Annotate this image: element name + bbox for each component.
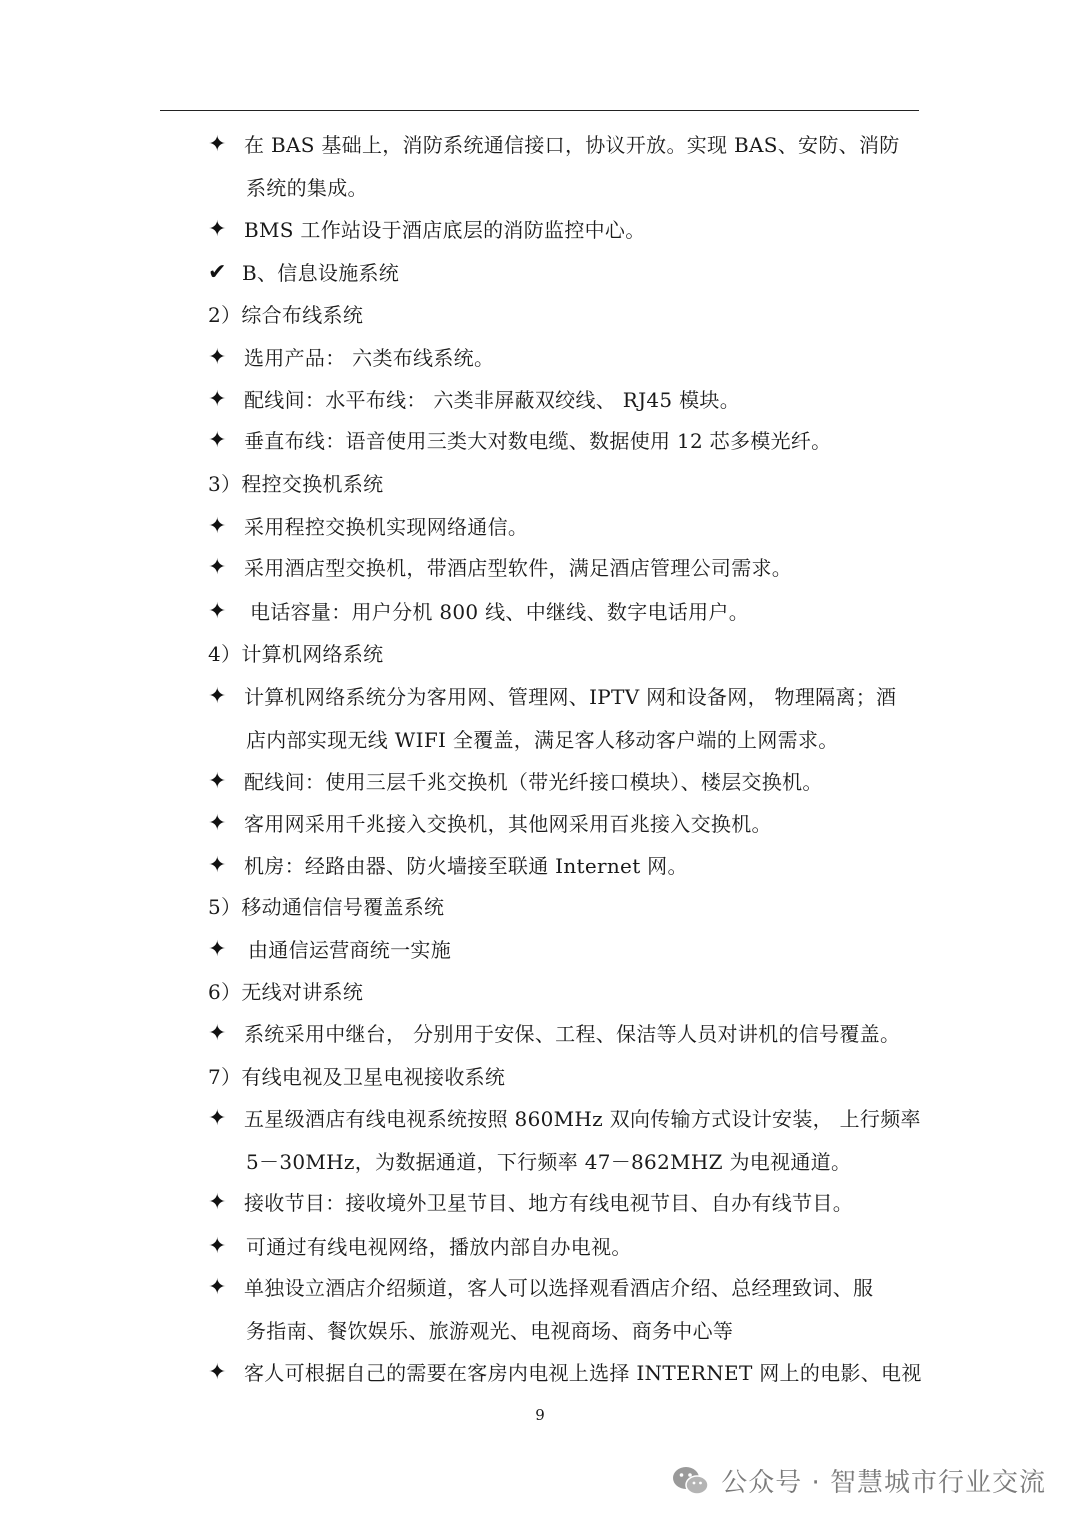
list-item: 在 BAS 基础上，消防系统通信接口，协议开放。实现 BAS、安防、消防 xyxy=(244,133,900,157)
list-item: 配线间：水平布线： 六类非屏蔽双绞线、 RJ45 模块。 xyxy=(244,388,740,412)
wechat-icon xyxy=(671,1464,711,1498)
subsection-heading: 3）程控交换机系统 xyxy=(208,472,384,496)
watermark-text: 公众号 · 智慧城市行业交流 xyxy=(721,1468,1046,1498)
list-item: 垂直布线：语音使用三类大对数电缆、数据使用 12 芯多模光纤。 xyxy=(244,429,832,453)
four-point-star-icon: ✦ xyxy=(208,1106,227,1131)
watermark xyxy=(671,1462,1046,1499)
header-rule xyxy=(160,110,919,111)
four-point-star-icon: ✦ xyxy=(208,132,227,157)
four-point-star-icon: ✦ xyxy=(208,345,227,370)
page-number: 9 xyxy=(535,1406,545,1424)
subsection-heading: 5）移动通信信号覆盖系统 xyxy=(208,895,445,919)
list-item: 系统采用中继台， 分别用于安保、工程、保洁等人员对讲机的信号覆盖。 xyxy=(244,1022,901,1046)
four-point-star-icon: ✦ xyxy=(208,769,227,794)
section-heading: B、信息设施系统 xyxy=(242,261,400,285)
list-item: 选用产品： 六类布线系统。 xyxy=(244,346,495,370)
four-point-star-icon: ✦ xyxy=(208,1360,227,1385)
four-point-star-icon: ✦ xyxy=(208,853,227,878)
list-item: 由通信运营商统一实施 xyxy=(248,938,451,962)
list-item-continued: 5－30MHz，为数据通道，下行频率 47－862MHZ 为电视通道。 xyxy=(246,1150,852,1174)
four-point-star-icon: ✦ xyxy=(208,937,227,962)
four-point-star-icon: ✦ xyxy=(208,514,227,539)
list-item-continued: 系统的集成。 xyxy=(246,176,368,200)
list-item: 计算机网络系统分为客用网、管理网、IPTV 网和设备网， 物理隔离；酒 xyxy=(244,685,897,709)
four-point-star-icon: ✦ xyxy=(208,1234,227,1259)
subsection-heading: 6）无线对讲系统 xyxy=(208,980,364,1004)
four-point-star-icon: ✦ xyxy=(208,599,227,624)
four-point-star-icon: ✦ xyxy=(208,217,227,242)
list-item: 采用酒店型交换机，带酒店型软件，满足酒店管理公司需求。 xyxy=(244,556,793,580)
list-item-continued: 务指南、餐饮娱乐、旅游观光、电视商场、商务中心等 xyxy=(246,1319,734,1343)
list-item: 机房：经路由器、防火墙接至联通 Internet 网。 xyxy=(244,854,688,878)
subsection-heading: 2）综合布线系统 xyxy=(208,303,364,327)
four-point-star-icon: ✦ xyxy=(208,387,227,412)
four-point-star-icon: ✦ xyxy=(208,1021,227,1046)
subsection-heading: 7）有线电视及卫星电视接收系统 xyxy=(208,1065,506,1089)
list-item: 客人可根据自己的需要在客房内电视上选择 INTERNET 网上的电影、电视 xyxy=(244,1361,922,1385)
four-point-star-icon: ✦ xyxy=(208,1275,227,1300)
four-point-star-icon: ✦ xyxy=(208,811,227,836)
list-item: 电话容量：用户分机 800 线、中继线、数字电话用户。 xyxy=(250,600,749,624)
list-item: BMS 工作站设于酒店底层的消防监控中心。 xyxy=(244,218,646,242)
list-item: 接收节目：接收境外卫星节目、地方有线电视节目、自办有线节目。 xyxy=(244,1191,853,1215)
list-item: 五星级酒店有线电视系统按照 860MHz 双向传输方式设计安装， 上行频率 xyxy=(244,1107,921,1131)
list-item: 客用网采用千兆接入交换机，其他网采用百兆接入交换机。 xyxy=(244,812,772,836)
four-point-star-icon: ✦ xyxy=(208,1190,227,1215)
subsection-heading: 4）计算机网络系统 xyxy=(208,642,384,666)
four-point-star-icon: ✦ xyxy=(208,428,227,453)
list-item: 采用程控交换机实现网络通信。 xyxy=(244,515,529,539)
check-mark-icon: ✔ xyxy=(208,260,227,285)
list-item: 单独设立酒店介绍频道，客人可以选择观看酒店介绍、总经理致词、服 xyxy=(244,1276,874,1300)
list-item: 可通过有线电视网络，播放内部自办电视。 xyxy=(246,1235,632,1259)
list-item-continued: 店内部实现无线 WIFI 全覆盖，满足客人移动客户端的上网需求。 xyxy=(246,728,839,752)
four-point-star-icon: ✦ xyxy=(208,684,227,709)
four-point-star-icon: ✦ xyxy=(208,555,227,580)
list-item: 配线间：使用三层千兆交换机（带光纤接口模块）、楼层交换机。 xyxy=(244,770,823,794)
